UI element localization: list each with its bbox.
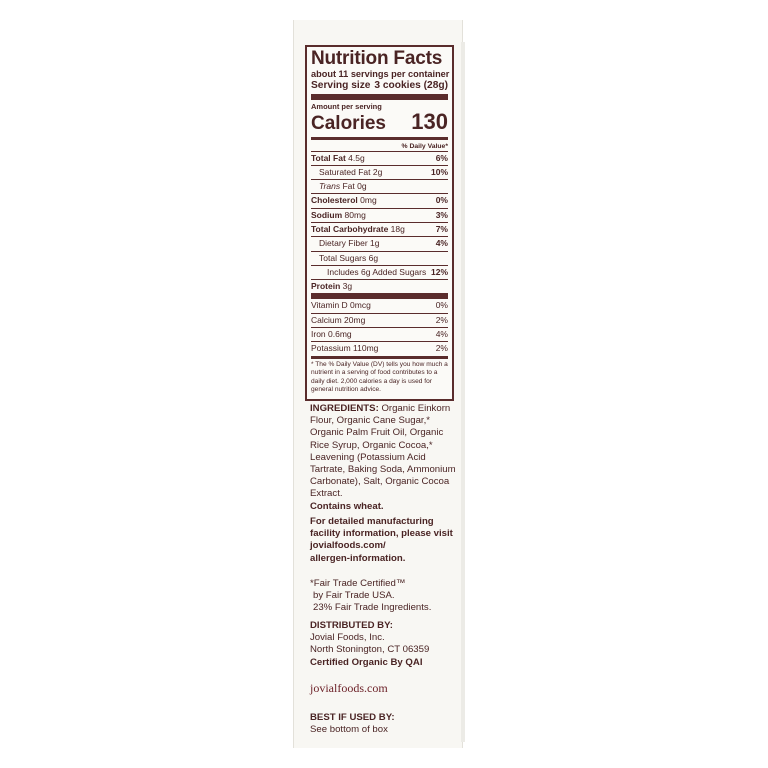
divider-medium <box>311 137 448 140</box>
fair-trade-block <box>310 578 460 615</box>
facility-line-2: facility information, please visit <box>310 528 453 540</box>
vitamin-label: Calcium 20mg <box>311 314 366 325</box>
nutrient-dv: 6% <box>435 152 448 163</box>
vitamin-label: Iron 0.6mg <box>311 329 352 340</box>
nutrient-amount: 0mg <box>360 195 377 206</box>
distributor-name: Jovial Foods, Inc. <box>310 632 385 644</box>
allergen-statement: Contains wheat. <box>310 500 384 512</box>
nutrient-row-cholesterol <box>311 193 448 207</box>
website-link[interactable]: jovialfoods.com <box>310 681 388 695</box>
nutrient-amount: 80mg <box>344 209 366 220</box>
calories-label: Calories <box>311 112 386 134</box>
nutrition-facts-panel <box>305 45 454 401</box>
fair-trade-line-1: *Fair Trade Certified™ <box>310 578 406 589</box>
package-flap <box>461 42 465 742</box>
nutrient-label: Dietary Fiber <box>319 238 368 249</box>
nutrient-label: Trans <box>319 181 341 192</box>
distributor-block <box>310 620 460 669</box>
servings-per-container: about 11 servings per container <box>311 69 450 79</box>
facility-info-block <box>310 516 460 565</box>
nutrient-label: Includes 6g Added Sugars <box>327 266 427 277</box>
nutrient-dv: 7% <box>435 223 448 234</box>
nutrient-dv: 4% <box>435 238 448 249</box>
vitamin-dv: 0% <box>435 300 448 311</box>
vitamin-row-vitamin-d <box>311 299 448 312</box>
facility-line-4: allergen-information. <box>310 552 406 564</box>
nutrient-label: Saturated Fat <box>319 166 371 177</box>
nutrient-row-total-fat <box>311 151 448 165</box>
nutrient-dv: 10% <box>430 166 448 177</box>
best-by-block <box>310 712 460 736</box>
nutrient-amount: 0g <box>357 181 367 192</box>
vitamin-dv: 4% <box>435 329 448 340</box>
organic-certification: Certified Organic By QAI <box>310 656 423 668</box>
serving-size-value: 3 cookies (28g) <box>374 79 448 91</box>
ingredients-heading: INGREDIENTS: <box>310 403 379 414</box>
ingredients-text: Organic Einkorn Flour, Organic Cane Sugar,* Organic Palm Fruit Oil, Organic Rice Syrup, Organic Cocoa,* Leavening (Potassium Acid Tartrate, Baking Soda, Ammonium Carbonate), Salt, Organic Cocoa Extract. <box>310 403 456 500</box>
vitamin-row-potassium <box>311 341 448 355</box>
facility-line-1: For detailed manufacturing <box>310 516 434 527</box>
nutrient-label: Cholesterol <box>311 195 358 206</box>
nutrient-amount: 3g <box>342 281 353 292</box>
distributor-heading: DISTRIBUTED BY: <box>310 620 393 631</box>
facility-line-3: jovialfoods.com/ <box>310 540 386 552</box>
nutrient-amount: 6g <box>368 252 379 263</box>
nutrition-title: Nutrition Facts <box>311 48 443 69</box>
vitamin-row-iron <box>311 327 448 341</box>
nutrient-row-trans-fat <box>311 179 448 193</box>
nutrient-label-suffix: Fat <box>342 181 355 192</box>
nutrient-label: Sodium <box>311 209 343 220</box>
ingredients-block <box>310 403 460 513</box>
divider-thick <box>311 94 448 100</box>
nutrient-row-sodium <box>311 208 448 222</box>
nutrient-label: Total Fat <box>311 152 346 163</box>
nutrient-row-total-sugars <box>311 251 448 265</box>
calories-value: 130 <box>411 108 448 134</box>
daily-value-footnote: * The % Daily Value (DV) tells you how much a nutrient in a serving of food contributes to a daily diet. 2,000 calories a day is used for general nutrition advice. <box>311 360 448 394</box>
nutrient-row-protein <box>311 279 448 293</box>
best-by-heading: BEST IF USED BY: <box>310 712 395 723</box>
fair-trade-line-2: by Fair Trade USA. <box>313 590 395 602</box>
best-by-text: See bottom of box <box>310 724 388 736</box>
serving-size <box>311 80 448 92</box>
daily-value-header: % Daily Value* <box>401 142 448 150</box>
nutrient-row-dietary-fiber <box>311 236 448 250</box>
calories-row <box>311 108 448 135</box>
nutrient-row-total-carbohydrate <box>311 222 448 236</box>
nutrient-label: Protein <box>311 281 341 292</box>
nutrient-dv: 0% <box>435 195 448 206</box>
nutrient-amount: 2g <box>372 166 383 177</box>
nutrient-label: Total Sugars <box>319 252 367 263</box>
distributor-address: North Stonington, CT 06359 <box>310 644 430 656</box>
nutrient-row-added-sugars <box>311 265 448 279</box>
amount-per-serving: Amount per serving <box>311 101 382 111</box>
vitamin-label: Vitamin D 0mcg <box>311 300 371 311</box>
vitamin-row-calcium <box>311 313 448 327</box>
fair-trade-line-3: 23% Fair Trade Ingredients. <box>313 602 432 614</box>
nutrient-dv: 3% <box>435 209 448 220</box>
vitamin-dv: 2% <box>435 314 448 325</box>
nutrient-amount: 1g <box>370 238 380 249</box>
nutrient-amount: 18g <box>390 223 405 234</box>
nutrient-label: Total Carbohydrate <box>311 223 389 234</box>
nutrient-amount: 4.5g <box>348 152 365 163</box>
nutrient-row-saturated-fat <box>311 165 448 179</box>
vitamin-dv: 2% <box>435 343 448 354</box>
vitamin-label: Potassium 110mg <box>311 343 379 354</box>
serving-size-label: Serving size <box>311 79 371 91</box>
nutrient-dv: 12% <box>430 266 448 277</box>
